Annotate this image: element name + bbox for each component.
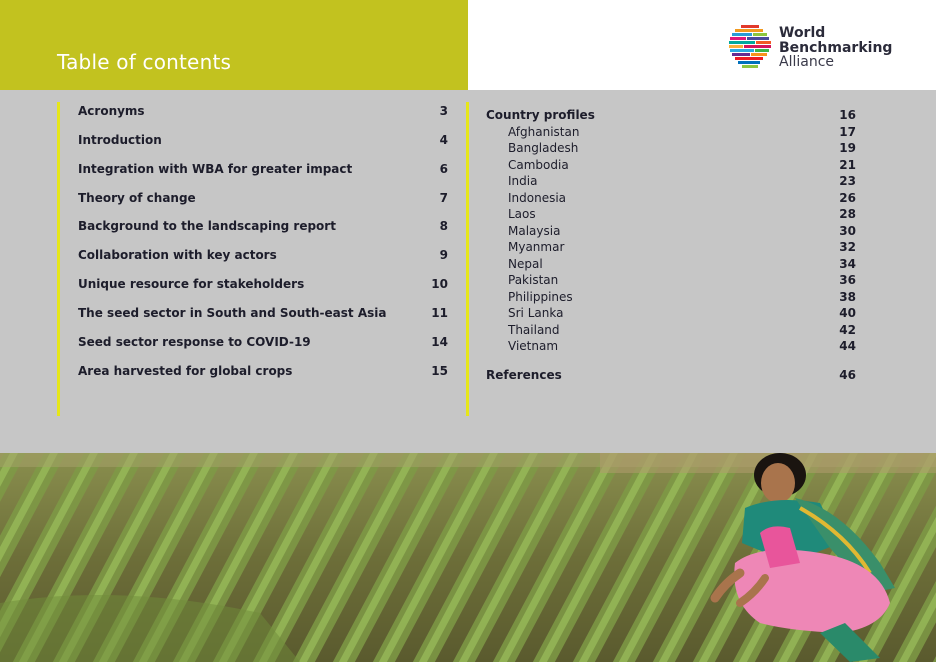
toc-subentry-page: 34 bbox=[839, 256, 856, 271]
toc-entry-page: 4 bbox=[439, 133, 448, 147]
toc-subentry-page: 26 bbox=[839, 190, 856, 205]
toc-subentry[interactable] bbox=[486, 224, 858, 240]
toc-subentry-title: Laos bbox=[508, 207, 536, 221]
toc-subentry-title: Indonesia bbox=[508, 190, 567, 205]
toc-subentry-title: Myanmar bbox=[508, 240, 565, 254]
toc-entry-title: Background to the landscaping report bbox=[78, 219, 336, 233]
toc-subentry-page: 38 bbox=[839, 289, 856, 304]
toc-subentry[interactable] bbox=[486, 174, 858, 190]
toc-subentry-page: 42 bbox=[839, 322, 856, 337]
toc-entry-title: Acronyms bbox=[78, 104, 145, 118]
toc-entry[interactable] bbox=[78, 219, 450, 237]
toc-entry-title: Collaboration with key actors bbox=[78, 248, 277, 262]
toc-entry-title: Theory of change bbox=[78, 191, 196, 205]
toc-subentry[interactable] bbox=[486, 323, 858, 339]
toc-subentry-page: 36 bbox=[839, 273, 856, 287]
toc-entry-page: 9 bbox=[439, 248, 448, 262]
toc-entry[interactable] bbox=[78, 133, 450, 151]
toc-subentry[interactable] bbox=[486, 240, 858, 256]
toc-subentry[interactable] bbox=[486, 191, 858, 207]
toc-subentry-page: 21 bbox=[839, 157, 856, 172]
field-photo bbox=[0, 453, 936, 662]
toc-subentry[interactable] bbox=[486, 141, 858, 157]
farmer-in-field-image bbox=[0, 453, 936, 662]
toc-entry-page: 16 bbox=[839, 108, 856, 122]
toc-subentry-page: 28 bbox=[839, 207, 856, 221]
toc-entry-references[interactable] bbox=[486, 368, 858, 384]
toc-entry-title: The seed sector in South and South-east Asia bbox=[78, 306, 387, 320]
toc-subentry-page: 44 bbox=[839, 339, 856, 353]
header-band bbox=[0, 0, 468, 90]
toc-entry-title: References bbox=[486, 368, 562, 382]
toc-entry-page: 3 bbox=[439, 104, 448, 118]
toc-subentry[interactable] bbox=[486, 273, 858, 289]
wba-logo bbox=[729, 24, 899, 72]
toc-subentry-title: Pakistan bbox=[508, 273, 559, 287]
toc-entry-title: Seed sector response to COVID-19 bbox=[78, 335, 311, 349]
toc-subentry[interactable] bbox=[486, 125, 858, 141]
left-accent-rule bbox=[57, 102, 60, 416]
logo-line-3: Alliance bbox=[779, 54, 835, 70]
toc-entry[interactable] bbox=[78, 335, 450, 353]
toc-entry-title: Integration with WBA for greater impact bbox=[78, 162, 353, 176]
toc-entry-title: Country profiles bbox=[486, 108, 595, 122]
toc-entry-title: Area harvested for global crops bbox=[78, 364, 293, 378]
toc-subentry-title: Philippines bbox=[508, 289, 573, 304]
toc-subentry-page: 30 bbox=[839, 223, 856, 238]
logo-line-2: Benchmarking bbox=[779, 39, 893, 56]
toc-subentry[interactable] bbox=[486, 207, 858, 223]
toc-entry[interactable] bbox=[78, 104, 450, 122]
toc-entry-page: 7 bbox=[439, 191, 448, 205]
toc-entry-page: 8 bbox=[439, 219, 448, 233]
toc-entry-page: 10 bbox=[431, 277, 448, 291]
toc-subentry[interactable] bbox=[486, 290, 858, 306]
toc-subentry-page: 23 bbox=[839, 174, 856, 188]
toc-entry-title: Unique resource for stakeholders bbox=[78, 277, 305, 291]
toc-subentry-page: 19 bbox=[839, 141, 856, 155]
toc-subentry-title: India bbox=[508, 174, 538, 188]
toc-entry-page: 46 bbox=[839, 368, 856, 382]
toc-entry[interactable] bbox=[78, 306, 450, 324]
toc-entry[interactable] bbox=[78, 162, 450, 180]
toc-subentry-title: Cambodia bbox=[508, 157, 569, 172]
toc-subentry-title: Thailand bbox=[508, 322, 560, 337]
page-title: Table of contents bbox=[57, 50, 232, 74]
toc-subentry-title: Bangladesh bbox=[508, 141, 579, 155]
toc-subentry-title: Nepal bbox=[508, 256, 543, 271]
middle-accent-rule bbox=[466, 102, 469, 416]
toc-subentry-title: Sri Lanka bbox=[508, 306, 564, 320]
toc-entry[interactable] bbox=[78, 191, 450, 209]
toc-entry[interactable] bbox=[78, 248, 450, 266]
toc-entry-page: 14 bbox=[431, 335, 448, 349]
toc-entry-page: 15 bbox=[431, 364, 448, 378]
toc-entry[interactable] bbox=[78, 364, 450, 382]
toc-subentry-page: 17 bbox=[839, 124, 856, 139]
toc-entry-page: 11 bbox=[431, 306, 448, 320]
toc-subentry[interactable] bbox=[486, 158, 858, 174]
toc-entry-title: Introduction bbox=[78, 133, 162, 147]
toc-subentry-page: 32 bbox=[839, 240, 856, 254]
toc-subentry[interactable] bbox=[486, 257, 858, 273]
toc-subentry-page: 40 bbox=[839, 306, 856, 320]
toc-subentry[interactable] bbox=[486, 306, 858, 322]
wba-logo-mark-icon bbox=[729, 24, 773, 70]
toc-entry[interactable] bbox=[78, 277, 450, 295]
toc-entry-page: 6 bbox=[439, 162, 448, 176]
toc-subentry-title: Vietnam bbox=[508, 339, 559, 353]
toc-subentry-title: Afghanistan bbox=[508, 124, 580, 139]
toc-subentry-title: Malaysia bbox=[508, 223, 561, 238]
toc-entry-country-profiles[interactable] bbox=[486, 108, 858, 124]
wba-logo-text bbox=[779, 26, 892, 70]
logo-line-1: World bbox=[779, 25, 826, 41]
toc-subentry[interactable] bbox=[486, 339, 858, 355]
